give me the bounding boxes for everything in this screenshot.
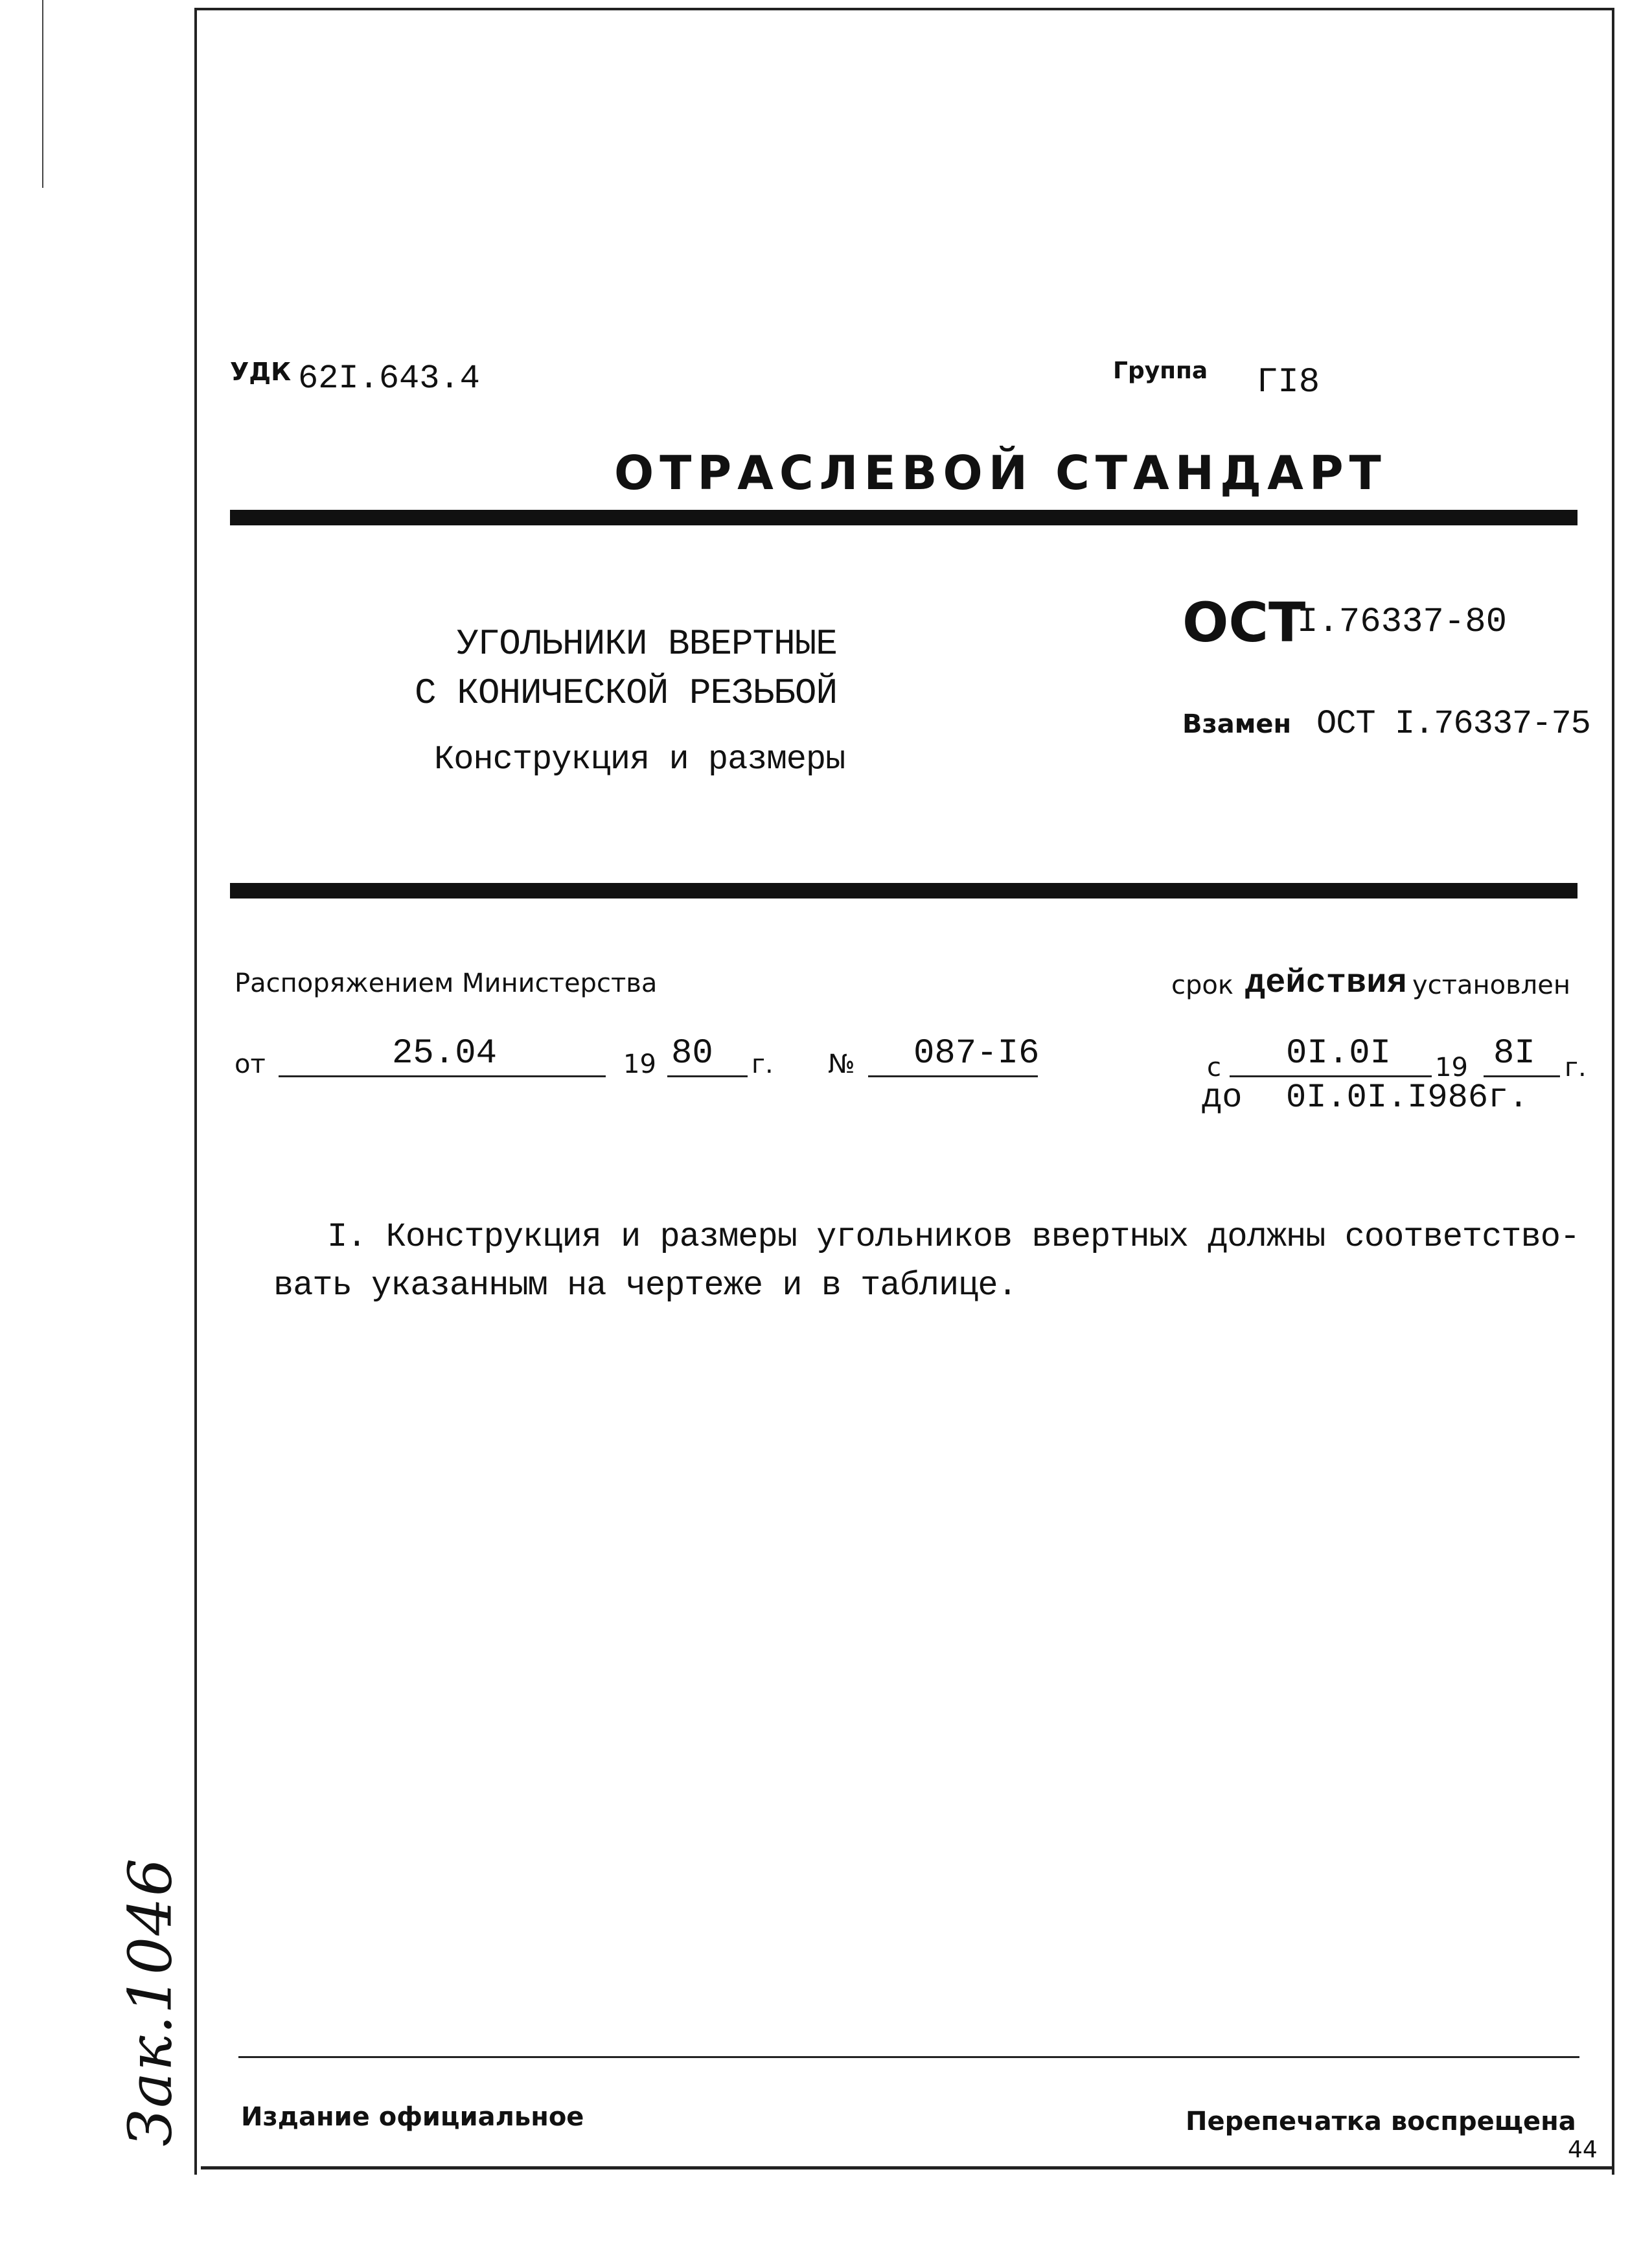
order-year-prefix: 19 [623, 1049, 656, 1079]
validity-year-underline [1484, 1075, 1560, 1077]
order-from-label: от [235, 1049, 266, 1079]
footer-official-edition: Издание официальное [241, 2102, 584, 2132]
validity-from-label: с [1207, 1053, 1221, 1082]
order-number: 087-I6 [913, 1034, 1040, 1073]
order-number-label: № [828, 1049, 855, 1079]
group-label: Группа [1113, 358, 1208, 384]
order-date-underline [279, 1075, 606, 1077]
validity-from-year: 8I [1493, 1034, 1535, 1073]
body-paragraph-line2: вать указанным на чертеже и в таблице. [273, 1266, 1017, 1305]
handwritten-order-number: Зак.1046 [115, 1857, 185, 2147]
udk-value: 62I.643.4 [298, 360, 480, 398]
ost-number: I.76337-80 [1297, 602, 1508, 642]
ost-label: ОСТ [1182, 591, 1306, 654]
validity-year-suffix: г. [1565, 1053, 1587, 1082]
section-rule [230, 883, 1577, 899]
validity-label-pre: срок [1171, 970, 1234, 1000]
validity-from-date: 0I.0I [1286, 1034, 1392, 1073]
decree-label: Распоряжением Министерства [235, 968, 658, 998]
replaces-value: ОСТ I.76337-75 [1316, 705, 1590, 743]
validity-to-label: до [1202, 1079, 1243, 1117]
order-date: 25.04 [392, 1034, 498, 1073]
page-title: ОТРАСЛЕВОЙ СТАНДАРТ [614, 446, 1387, 500]
order-year: 80 [671, 1034, 713, 1073]
page-number: 44 [1568, 2136, 1598, 2163]
validity-from-underline [1230, 1075, 1432, 1077]
validity-year-prefix: 19 [1435, 1053, 1468, 1082]
footer-rule [238, 2056, 1579, 2058]
order-number-underline [868, 1075, 1038, 1077]
page-frame-bottom [201, 2166, 1614, 2169]
order-year-underline [667, 1075, 748, 1077]
body-paragraph-line1: I. Конструкция и размеры угольников ввертных должны соответство- [327, 1218, 1580, 1256]
validity-label-post: установлен [1412, 970, 1571, 1000]
page-frame-top [194, 8, 1614, 10]
doc-title-line2: С КОНИЧЕСКОЙ РЕЗЬБОЙ [415, 672, 838, 714]
page-frame-left [194, 8, 197, 2175]
validity-label-mid: действия [1245, 964, 1407, 1002]
udk-label: УДК [230, 358, 292, 386]
page-frame-right [1612, 8, 1614, 2175]
group-value: ГI8 [1257, 363, 1320, 402]
scan-edge-mark [42, 0, 43, 188]
title-rule [230, 510, 1577, 525]
footer-reprint-prohibited: Перепечатка воспрещена [1186, 2107, 1576, 2136]
order-year-suffix: г. [751, 1049, 774, 1079]
doc-subtitle: Конструкция и размеры [434, 740, 845, 779]
validity-to-date: 0I.0I.I986г. [1286, 1079, 1529, 1117]
doc-title-line1: УГОЛЬНИКИ ВВЕРТНЫЕ [457, 623, 837, 665]
replaces-label: Взамен [1182, 709, 1292, 739]
